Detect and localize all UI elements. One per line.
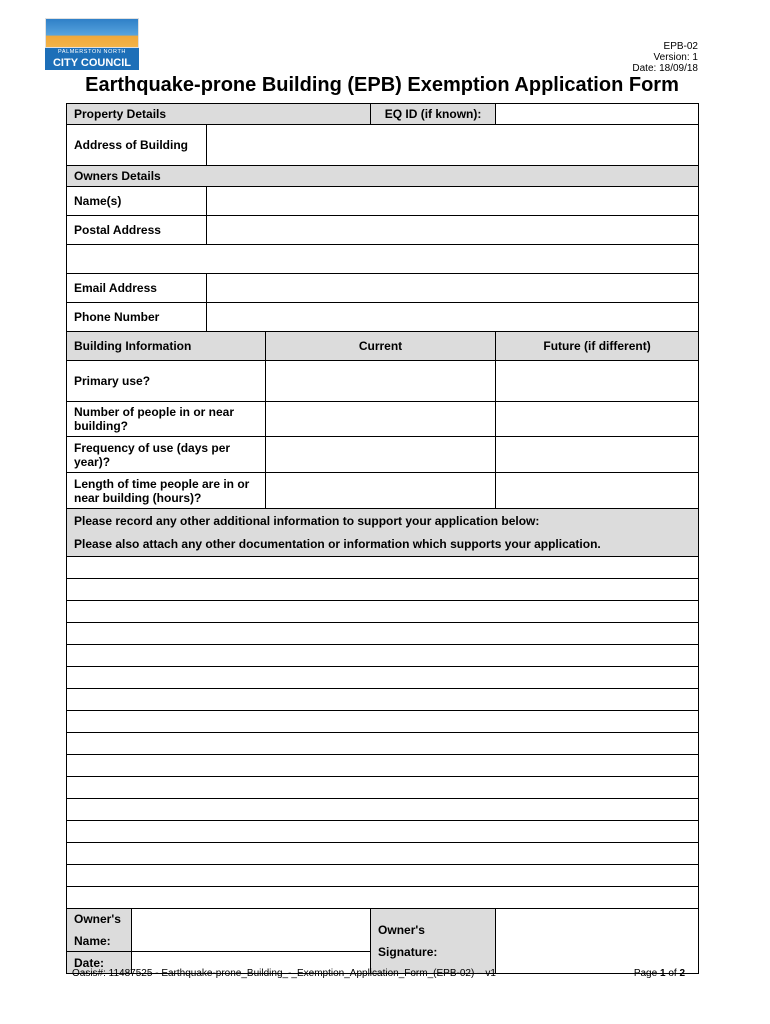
building-info-heading: Building Information	[67, 332, 266, 361]
names-label: Name(s)	[67, 187, 207, 216]
additional-info-line[interactable]	[67, 579, 699, 601]
postal-address-label: Postal Address	[67, 216, 207, 245]
signature-word-label: Signature:	[378, 945, 438, 959]
property-details-heading: Property Details	[67, 104, 371, 125]
eq-id-field[interactable]	[496, 104, 699, 125]
additional-info-line[interactable]	[67, 711, 699, 733]
additional-info-instructions	[67, 509, 699, 557]
additional-info-line[interactable]	[67, 865, 699, 887]
logo-subtitle: PALMERSTON NORTH	[45, 48, 139, 57]
people-count-future-field[interactable]	[496, 402, 699, 437]
additional-info-line[interactable]	[67, 667, 699, 689]
date-label: Date:	[67, 952, 132, 974]
additional-info-line[interactable]	[67, 645, 699, 667]
additional-info-line[interactable]	[67, 777, 699, 799]
phone-label: Phone Number	[67, 303, 207, 332]
page-word: Page	[633, 968, 658, 979]
additional-info-line[interactable]	[67, 689, 699, 711]
duration-future-field[interactable]	[496, 473, 699, 509]
frequency-current-field[interactable]	[266, 437, 496, 473]
future-column-header: Future (if different)	[496, 332, 699, 361]
people-count-label: Number of people in or near building?	[67, 402, 266, 437]
primary-use-future-field[interactable]	[496, 361, 699, 402]
primary-use-current-field[interactable]	[266, 361, 496, 402]
form-version: Version: 1	[653, 52, 698, 63]
signature-owner-label: Owner's	[378, 923, 425, 937]
logo-title: CITY COUNCIL	[45, 57, 139, 70]
names-field[interactable]	[207, 187, 699, 216]
email-label: Email Address	[67, 274, 207, 303]
page-title: Earthquake-prone Building (EPB) Exemption Application Form	[85, 74, 679, 96]
additional-info-line-2: Please also attach any other documentation or information which supports your application.	[74, 537, 601, 551]
owner-name-field[interactable]	[132, 909, 371, 952]
phone-field[interactable]	[207, 303, 699, 332]
application-form	[66, 103, 699, 974]
email-field[interactable]	[207, 274, 699, 303]
primary-use-label: Primary use?	[67, 361, 266, 402]
additional-info-line[interactable]	[67, 755, 699, 777]
duration-label: Length of time people are in or near building (hours)?	[67, 473, 266, 509]
additional-info-line[interactable]	[67, 843, 699, 865]
document-meta	[632, 41, 698, 74]
postal-address-field[interactable]	[207, 216, 699, 245]
owners-name-label	[67, 909, 132, 952]
additional-info-line[interactable]	[67, 821, 699, 843]
footer-document-id: Oasis#: 11487525 - Earthquake-prone_Building_-_Exemption_Application_Form_(EPB-02) – v1	[72, 968, 496, 979]
eq-id-label: EQ ID (if known):	[371, 104, 496, 125]
logo-graphic	[45, 18, 139, 48]
additional-info-line[interactable]	[67, 601, 699, 623]
owners-label: Owner's	[74, 912, 121, 926]
name-label: Name:	[74, 934, 111, 948]
page-current: 1	[659, 968, 666, 979]
additional-info-line[interactable]	[67, 623, 699, 645]
of-word: of	[668, 968, 677, 979]
address-label: Address of Building	[67, 125, 207, 166]
current-column-header: Current	[266, 332, 496, 361]
frequency-label: Frequency of use (days per year)?	[67, 437, 266, 473]
council-logo	[45, 18, 139, 70]
form-code: EPB-02	[663, 41, 698, 52]
additional-info-line[interactable]	[67, 733, 699, 755]
footer-page-number	[634, 968, 685, 979]
postal-address-field-line-2[interactable]	[67, 245, 699, 274]
address-field[interactable]	[207, 125, 699, 166]
frequency-future-field[interactable]	[496, 437, 699, 473]
duration-current-field[interactable]	[266, 473, 496, 509]
additional-info-line[interactable]	[67, 799, 699, 821]
additional-info-line[interactable]	[67, 887, 699, 909]
signature-label	[371, 909, 496, 974]
people-count-current-field[interactable]	[266, 402, 496, 437]
form-date: Date: 18/09/18	[632, 63, 698, 74]
owners-details-heading: Owners Details	[67, 166, 699, 187]
additional-info-line-1: Please record any other additional information to support your application below:	[74, 514, 540, 528]
signature-field[interactable]	[496, 909, 699, 974]
page-total: 2	[679, 968, 685, 979]
additional-info-line[interactable]	[67, 557, 699, 579]
